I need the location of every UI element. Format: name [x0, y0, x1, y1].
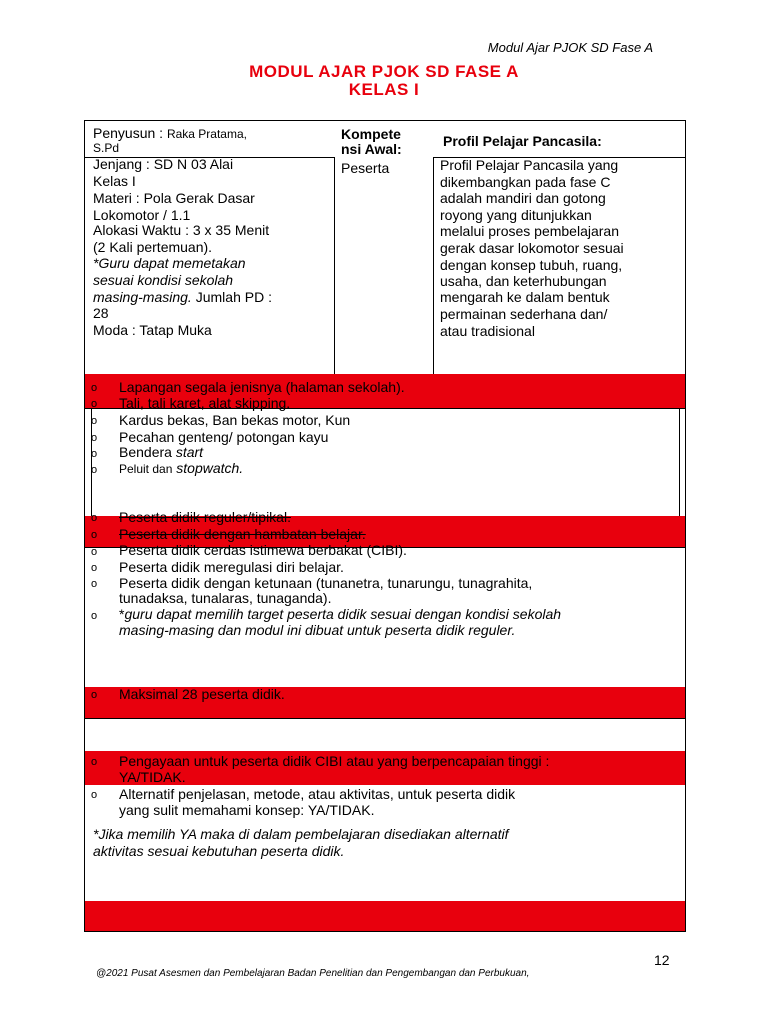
bullet: o [91, 415, 98, 427]
profile-line: royong yang ditunjukkan [440, 207, 592, 223]
school-level: Jenjang : SD N 03 Alai [93, 156, 234, 172]
profile-line: permainan sederhana dan/ [440, 306, 608, 322]
module-table [84, 120, 686, 932]
profile-line: atau tradisional [440, 323, 535, 339]
profile-line: Profil Pelajar Pancasila yang [440, 157, 619, 173]
student-count: 28 [93, 305, 109, 321]
facility-item: Peluit dan stopwatch. [119, 460, 244, 476]
bullet: o [91, 756, 98, 768]
bullet: o [91, 432, 98, 444]
author-label: Penyusun : Raka Pratama, [93, 125, 247, 141]
learning-mode: Moda : Tatap Muka [93, 322, 212, 338]
model-item: Pengayaan untuk peserta didik CIBI atau yang berpencapaian tinggi : [119, 753, 550, 769]
bottom-bar [85, 901, 685, 931]
profile-line: dengan konsep tubuh, ruang, [440, 257, 623, 273]
profile-line: melalui proses pembelajaran [440, 223, 619, 239]
teacher-note-2: sesuai kondisi sekolah [93, 272, 234, 288]
model-item-answer: YA/TIDAK. [119, 769, 186, 785]
running-title: Modul Ajar PJOK SD Fase A [487, 40, 653, 55]
models-note-1: *Jika memilih YA maka di dalam pembelajaran disediakan alternatif [93, 826, 509, 842]
material-line-2: Lokomotor / 1.1 [93, 207, 191, 223]
target-item: Peserta didik dengan ketunaan (tunanetra, tunarungu, tunagrahita, [119, 575, 533, 591]
target-item: Peserta didik reguler/tipikal. [119, 509, 291, 525]
bullet: o [91, 546, 98, 558]
target-item: Peserta didik dengan hambatan belajar. [119, 526, 366, 542]
competence-heading-2: nsi Awal: [341, 141, 402, 157]
target-item: tunadaksa, tunalaras, tunaganda). [119, 590, 332, 606]
document-title: MODUL AJAR PJOK SD FASE A [249, 62, 519, 81]
facility-item: Kardus bekas, Ban bekas motor, Kun [119, 412, 351, 428]
bullet: o [91, 512, 98, 524]
teacher-note-3: masing-masing. Jumlah PD : [93, 289, 272, 305]
bullet: o [91, 610, 98, 622]
bullet: o [91, 464, 98, 476]
profile-line: dikembangkan pada fase C [440, 174, 611, 190]
meetings-count: (2 Kali pertemuan). [93, 239, 213, 255]
count-item: Maksimal 28 peserta didik. [119, 686, 285, 702]
author-degree: S.Pd [93, 141, 120, 155]
profile-line: mengarah ke dalam bentuk [440, 289, 610, 305]
document-subtitle: KELAS I [348, 80, 420, 99]
bullet: o [91, 529, 98, 541]
model-item: Alternatif penjelasan, metode, atau aktivitas, untuk peserta didik [119, 786, 516, 802]
bullet: o [91, 789, 98, 801]
models-note-2: aktivitas sesuai kebutuhan peserta didik. [93, 843, 345, 859]
footer-credit: @2021 Pusat Asesmen dan Pembelajaran Badan Penelitian dan Pengembangan dan Perbukuan, [96, 968, 530, 979]
page-number: 12 [654, 952, 670, 968]
target-item: Peserta didik cerdas istimewa berbakat (CIBI). [119, 542, 407, 558]
row-divider [85, 718, 685, 719]
profile-line: adalah mandiri dan gotong [440, 190, 606, 206]
bullet: o [91, 562, 98, 574]
bullet: o [91, 689, 98, 701]
inner-border [679, 408, 680, 518]
bullet: o [91, 382, 98, 394]
column-divider [334, 157, 335, 401]
profile-line: usaha, dan keterhubungan [440, 273, 607, 289]
column-divider [685, 157, 686, 401]
teacher-note-1: *Guru dapat memetakan [93, 255, 246, 271]
bullet: o [91, 398, 98, 410]
column-divider [433, 157, 434, 401]
profile-line: gerak dasar lokomotor sesuai [440, 240, 624, 256]
target-item: Peserta didik meregulasi diri belajar. [119, 559, 344, 575]
material-line-1: Materi : Pola Gerak Dasar [93, 190, 255, 206]
facility-item: Bendera start [119, 444, 204, 460]
profile-heading: Profil Pelajar Pancasila: [443, 133, 602, 149]
facility-item: Pecahan genteng/ potongan kayu [119, 429, 329, 445]
class-level: Kelas I [93, 173, 136, 189]
targets-note: *guru dapat memilih target peserta didik sesuai dengan kondisi sekolah [119, 606, 562, 622]
bullet: o [91, 448, 98, 460]
bullet: o [91, 578, 98, 590]
competence-heading: Kompete [341, 126, 401, 142]
competence-value: Peserta [341, 160, 390, 176]
model-item-answer: yang sulit memahami konsep: YA/TIDAK. [119, 802, 375, 818]
facility-item: Lapangan segala jenisnya (halaman sekolah). [119, 379, 405, 395]
time-allocation: Alokasi Waktu : 3 x 35 Menit [93, 222, 270, 238]
facility-item: Tali, tali karet, alat skipping. [119, 395, 291, 411]
targets-note-2: masing-masing dan modul ini dibuat untuk peserta didik reguler. [119, 622, 516, 638]
